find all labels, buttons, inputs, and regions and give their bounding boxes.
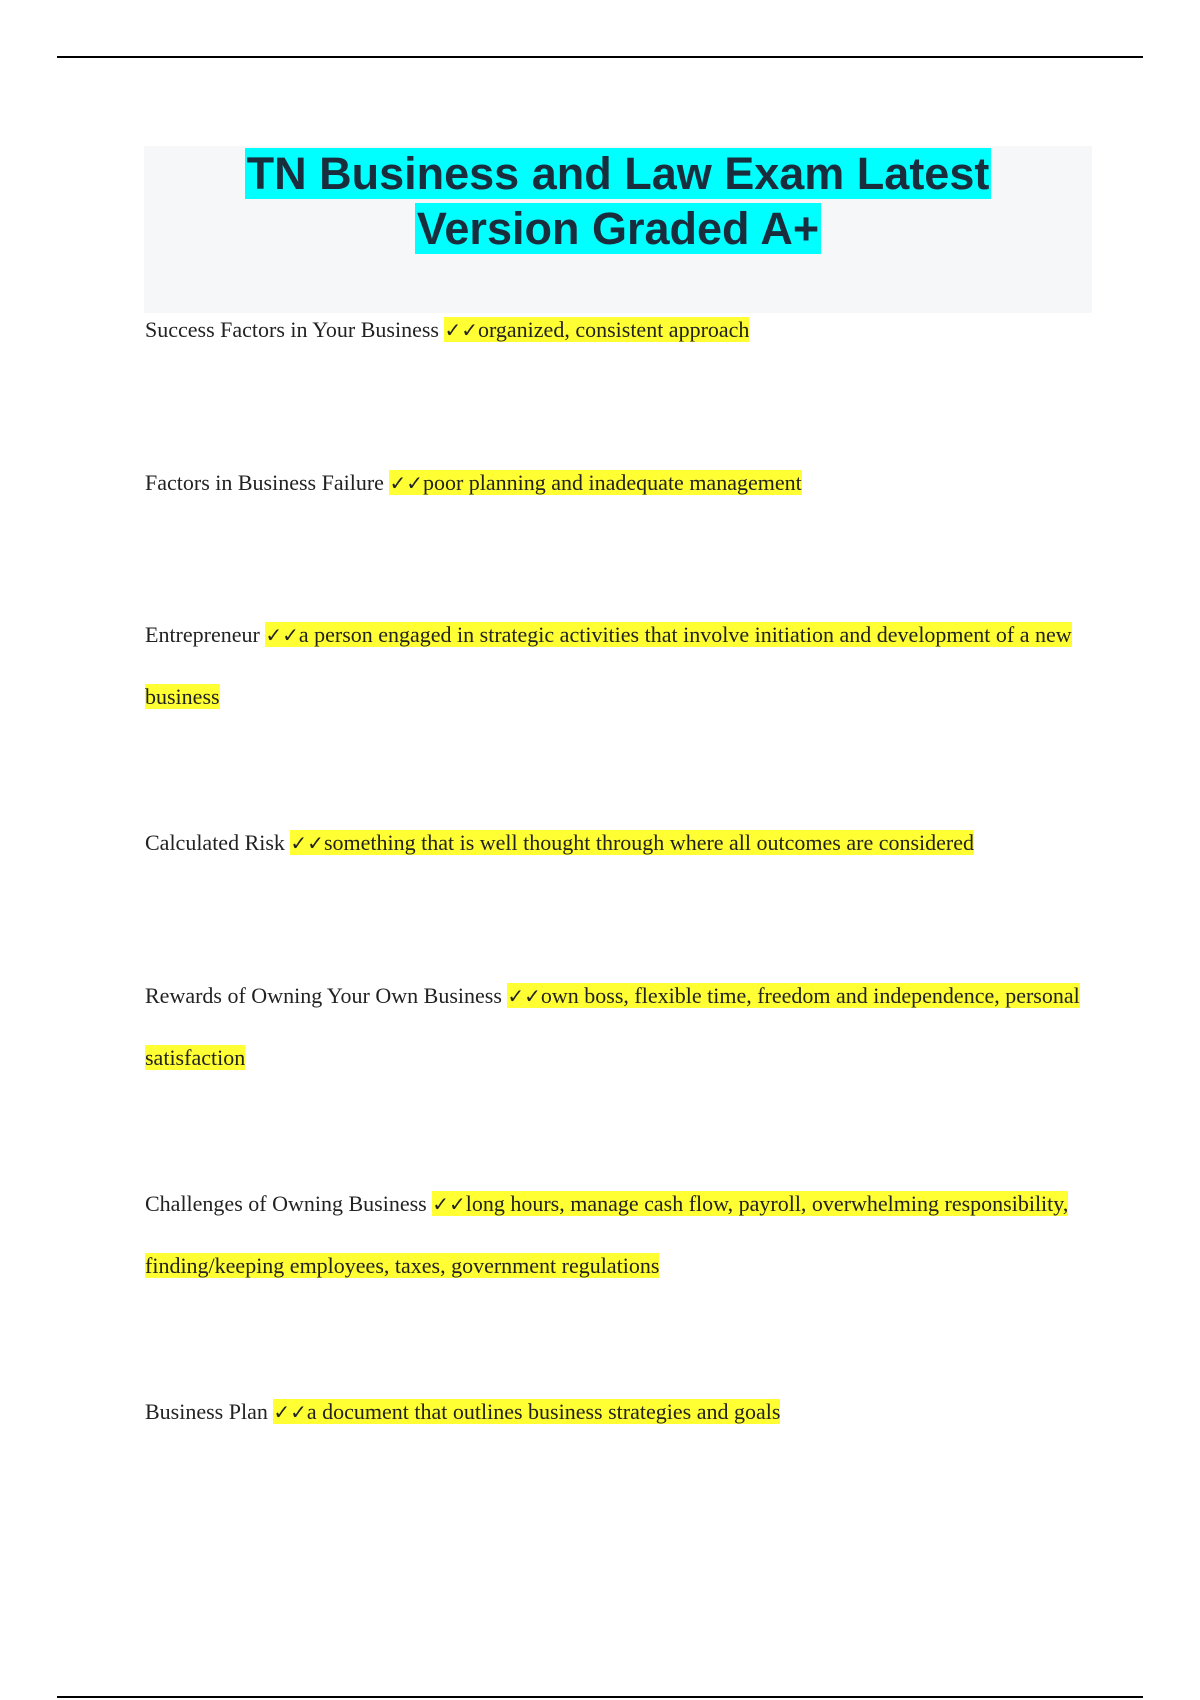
double-check-icon: ✓✓ — [389, 471, 423, 495]
top-rule — [57, 56, 1143, 58]
entry-answer-text: something that is well thought through where all outcomes are considered — [323, 830, 975, 855]
entry-term: Rewards of Owning Your Own Business — [145, 983, 502, 1008]
qa-entry-success-factors — [145, 299, 1085, 361]
double-check-icon: ✓✓ — [273, 1400, 307, 1424]
entry-term: Calculated Risk — [145, 830, 285, 855]
double-check-icon: ✓✓ — [444, 318, 478, 342]
entry-term: Business Plan — [145, 1399, 268, 1424]
entry-answer — [145, 622, 1072, 709]
double-check-icon: ✓✓ — [507, 984, 541, 1008]
entry-answer-text: a document that outlines business strategies and goals — [306, 1399, 781, 1424]
entry-term: Success Factors in Your Business — [145, 317, 439, 342]
entry-answer — [273, 1399, 780, 1424]
title-line-1: TN Business and Law Exam Latest — [246, 148, 990, 199]
qa-entry-entrepreneur — [145, 604, 1085, 727]
qa-entry-rewards — [145, 965, 1085, 1088]
double-check-icon: ✓✓ — [432, 1192, 466, 1216]
entry-answer — [290, 830, 974, 855]
entry-answer — [444, 317, 749, 342]
qa-entry-challenges — [145, 1173, 1085, 1296]
qa-entry-business-plan — [145, 1381, 1085, 1443]
title-line-2: Version Graded A+ — [416, 203, 820, 254]
bottom-rule — [57, 1696, 1143, 1698]
entry-answer-text: a person engaged in strategic activities that involve initiation and development of a new business — [145, 622, 1072, 709]
entry-answer-text: poor planning and inadequate management — [422, 470, 802, 495]
qa-entry-business-failure — [145, 452, 1085, 514]
entry-answer — [389, 470, 801, 495]
entry-answer-text: own boss, flexible time, freedom and independence, personal satisfaction — [145, 983, 1080, 1070]
entry-term: Challenges of Owning Business — [145, 1191, 427, 1216]
document-title — [144, 146, 1092, 256]
title-banner — [144, 146, 1092, 313]
entry-answer-text: organized, consistent approach — [477, 317, 750, 342]
double-check-icon: ✓✓ — [265, 623, 299, 647]
entry-term: Entrepreneur — [145, 622, 260, 647]
entry-term: Factors in Business Failure — [145, 470, 384, 495]
qa-entry-calculated-risk — [145, 812, 1085, 874]
entry-answer-text: long hours, manage cash flow, payroll, overwhelming responsibility, finding/keeping employees, taxes, government regulations — [145, 1191, 1069, 1278]
double-check-icon: ✓✓ — [290, 831, 324, 855]
